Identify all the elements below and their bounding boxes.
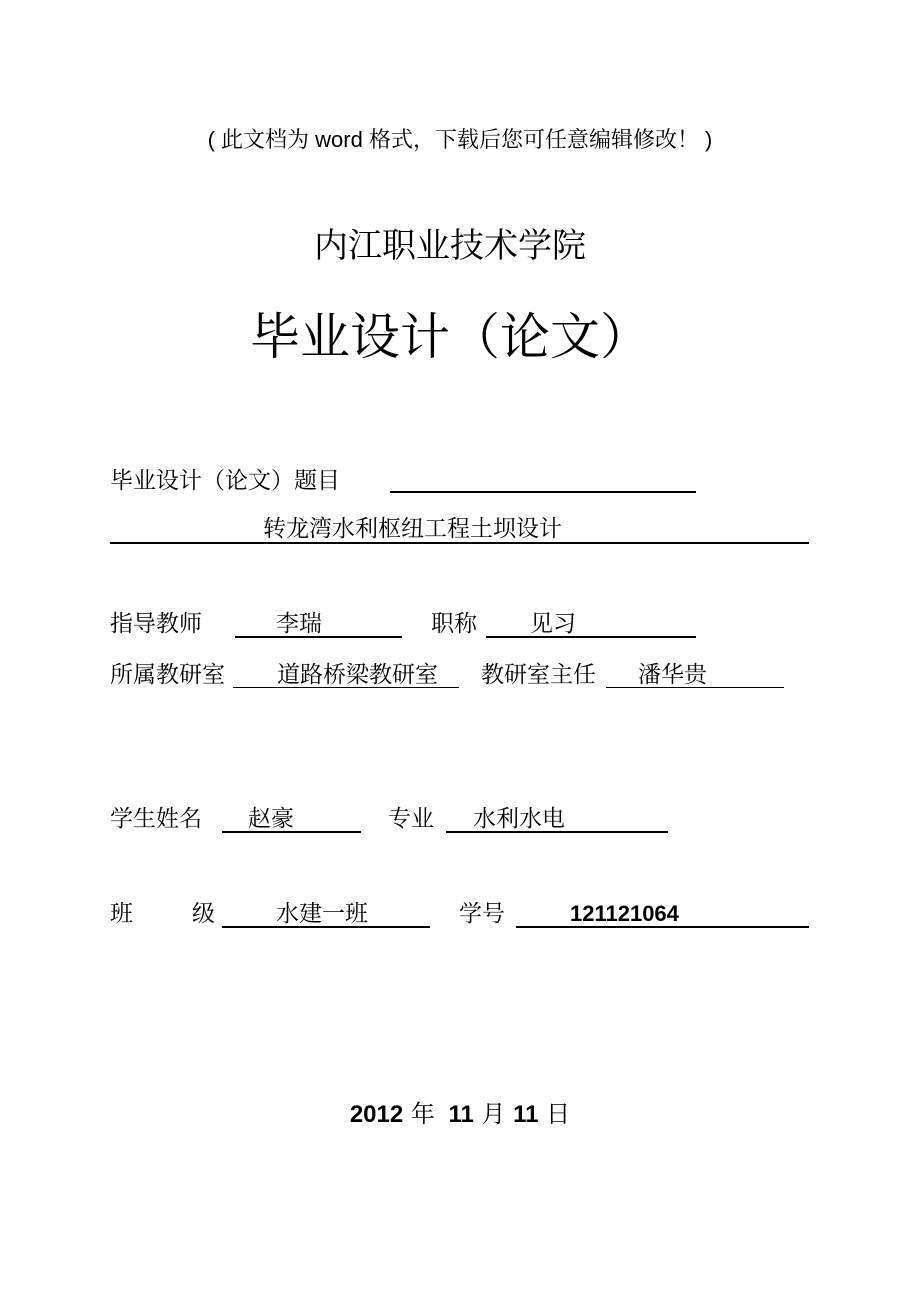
dept-head-field — [606, 660, 784, 688]
advisor-field — [235, 609, 402, 638]
date-year-unit: 年 — [410, 1100, 435, 1128]
edit-notice: ( 此文档为 word 格式，下载后您可任意编辑修改！ ) — [207, 127, 713, 152]
date-month: 11 — [448, 1101, 474, 1128]
title-value-line — [110, 514, 809, 544]
id-label: 学号 — [459, 901, 505, 927]
date-month-unit: 月 — [481, 1100, 506, 1128]
advisor-label: 指导教师 — [110, 611, 202, 637]
date-day: 11 — [513, 1101, 539, 1128]
major-label: 专业 — [388, 806, 434, 832]
dept-field — [233, 660, 459, 688]
dept-value: 道路桥梁教研室 — [277, 662, 438, 688]
student-label: 学生姓名 — [110, 806, 202, 832]
title-underline — [390, 491, 696, 493]
dept-head-value: 潘华贵 — [638, 662, 707, 688]
advisor-value: 李瑞 — [276, 611, 322, 637]
class-label-1: 班 — [110, 901, 133, 927]
rank-field — [486, 609, 696, 638]
thesis-title-value: 转龙湾水利枢纽工程土坝设计 — [263, 516, 562, 542]
major-value: 水利水电 — [473, 806, 565, 832]
rank-value: 见习 — [530, 611, 576, 637]
dept-head-label: 教研室主任 — [481, 662, 596, 688]
class-field — [222, 899, 430, 928]
student-field — [222, 804, 361, 833]
student-id-value: 121121064 — [570, 901, 679, 926]
title-label: 毕业设计（论文）题目 — [110, 468, 340, 494]
date-year: 2012 — [349, 1101, 404, 1128]
date-day-unit: 日 — [546, 1100, 571, 1128]
major-field — [446, 804, 668, 833]
school-name: 内江职业技术学院 — [314, 226, 586, 266]
document-type-title: 毕业设计（论文） — [250, 308, 650, 366]
class-value: 水建一班 — [276, 901, 368, 927]
rank-label: 职称 — [431, 611, 477, 637]
dept-label: 所属教研室 — [110, 662, 225, 688]
id-field — [516, 899, 809, 928]
class-label-2: 级 — [192, 901, 215, 927]
student-value: 赵豪 — [248, 806, 294, 832]
date-line — [0, 1094, 920, 1129]
